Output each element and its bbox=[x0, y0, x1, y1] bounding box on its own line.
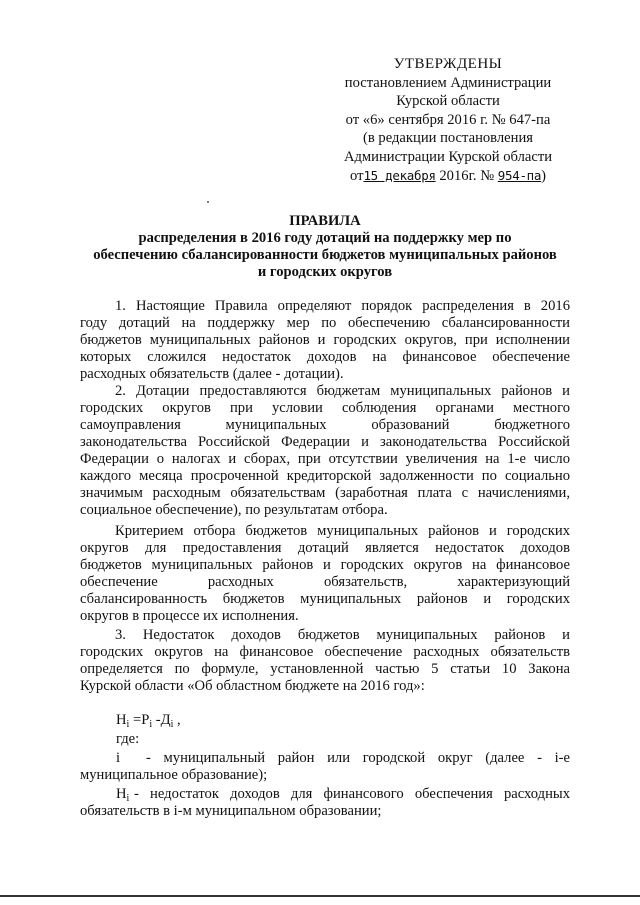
paragraph-2-line: Федерации о налогах и сборах, при отсутствии увеличения на 1-е число bbox=[80, 451, 570, 467]
def-h-text: - недостаток доходов для финансового обеспечения расходных bbox=[134, 786, 570, 802]
paragraph-3-line: обеспечение расходных обязательств, характеризующий bbox=[80, 574, 570, 590]
formula-eq: = bbox=[129, 712, 142, 728]
def-i-symbol: i bbox=[116, 750, 121, 766]
formula bbox=[116, 712, 181, 733]
paragraph-3-line: округов в процессе их исполнения. bbox=[80, 608, 299, 624]
paragraph-1-line: расходных обязательств (далее - дотации). bbox=[80, 366, 344, 382]
approval-amendment-line bbox=[328, 167, 568, 186]
page-bottom-edge bbox=[0, 895, 640, 897]
paragraph-3-line: округов для предоставления дотаций является недостаток доходов bbox=[80, 540, 570, 556]
formula-h: Н bbox=[116, 712, 127, 728]
approval-line: постановлением Администрации bbox=[344, 74, 552, 91]
paragraph-2-line: самоуправления муниципальных образований бюджетного bbox=[80, 417, 570, 433]
paragraph-4-line: городских округов на финансовое обеспечение расходных обязательств bbox=[80, 644, 570, 660]
formula-sub: i bbox=[170, 719, 174, 730]
formula-d: Д bbox=[160, 712, 171, 728]
paragraph-2-line: значимым расходным обязательствам (заработная плата с начислениями, bbox=[80, 485, 570, 501]
paragraph-3-line: бюджетов муниципальных районов и городских округов на финансовое bbox=[80, 557, 570, 573]
def-h-text: обязательств в i-м муниципальном образовании; bbox=[80, 803, 382, 819]
paragraph-1-line: которых сложился недостаток доходов на финансовое обеспечение bbox=[80, 349, 570, 365]
paragraph-4-line: определяется по формуле, установленной частью 5 статьи 10 Закона bbox=[80, 661, 570, 677]
rules-subtitle-line: и городских округов bbox=[257, 264, 393, 280]
def-i-text: - муниципальный район или городской округ (далее - i-е bbox=[146, 750, 570, 766]
handwritten-number: 954-па bbox=[497, 167, 542, 183]
paragraph-4-line: Курской области «Об областном бюджете на 2016 год»: bbox=[80, 678, 425, 694]
def-i-text: муниципальное образование); bbox=[80, 767, 268, 783]
paragraph-3-line: Критерием отбора бюджетов муниципальных районов и городских bbox=[115, 523, 570, 539]
paragraph-2-line: законодательства Российской Федерации и законодательства Российской bbox=[80, 434, 570, 450]
formula-minus: - bbox=[152, 712, 161, 728]
approval-line: (в редакции постановления bbox=[363, 130, 533, 147]
rules-title: ПРАВИЛА bbox=[289, 213, 361, 229]
paragraph-1-line: году дотаций на поддержку мер по обеспечению сбалансированности bbox=[80, 315, 570, 331]
paragraph-1-line: бюджетов муниципальных районов и городских округов, при исполнении bbox=[80, 332, 570, 348]
formula-p: Р bbox=[141, 712, 150, 728]
paragraph-2-line: каждого месяца просроченной кредиторской задолженности по социально bbox=[80, 468, 570, 484]
approval-close: ) bbox=[541, 167, 547, 184]
paragraph-4-line: 3. Недостаток доходов бюджетов муниципальных районов и bbox=[115, 627, 570, 643]
paragraph-1-line: 1. Настоящие Правила определяют порядок распределения в 2016 bbox=[115, 298, 570, 314]
def-h-letter: Н bbox=[116, 786, 127, 802]
rules-subtitle-line: распределения в 2016 году дотаций на поддержку мер по bbox=[138, 230, 512, 246]
approval-line: от «6» сентября 2016 г. № 647-па bbox=[345, 111, 551, 128]
approval-heading: УТВЕРЖДЕНЫ bbox=[393, 56, 503, 72]
where-label: где: bbox=[116, 731, 140, 747]
paragraph-2-line: 2. Дотации предоставляются бюджетам муниципальных районов и bbox=[115, 383, 570, 399]
paragraph-3-line: сбалансированность бюджетов муниципальных районов и городских bbox=[80, 591, 570, 607]
paragraph-2-line: социальное обеспечение), по результатам отбора. bbox=[80, 502, 388, 518]
approval-from: от bbox=[349, 167, 364, 184]
scan-speck bbox=[207, 201, 209, 203]
handwritten-date: 15 декабря bbox=[363, 167, 436, 183]
approval-stamp bbox=[328, 55, 568, 185]
rules-subtitle-line: обеспечению сбалансированности бюджетов муниципальных районов bbox=[93, 247, 557, 263]
def-h-sub: i bbox=[126, 793, 130, 804]
paragraph-2-line: городских округов при условии соблюдения органами местного bbox=[80, 400, 570, 416]
formula-tail: , bbox=[173, 712, 181, 728]
approval-line: Курской области bbox=[396, 93, 500, 110]
approval-year: 2016г. № bbox=[439, 167, 495, 184]
formula-sub: i bbox=[149, 719, 153, 730]
approval-line: Администрации Курской области bbox=[343, 148, 553, 165]
formula-sub: i bbox=[126, 719, 130, 730]
